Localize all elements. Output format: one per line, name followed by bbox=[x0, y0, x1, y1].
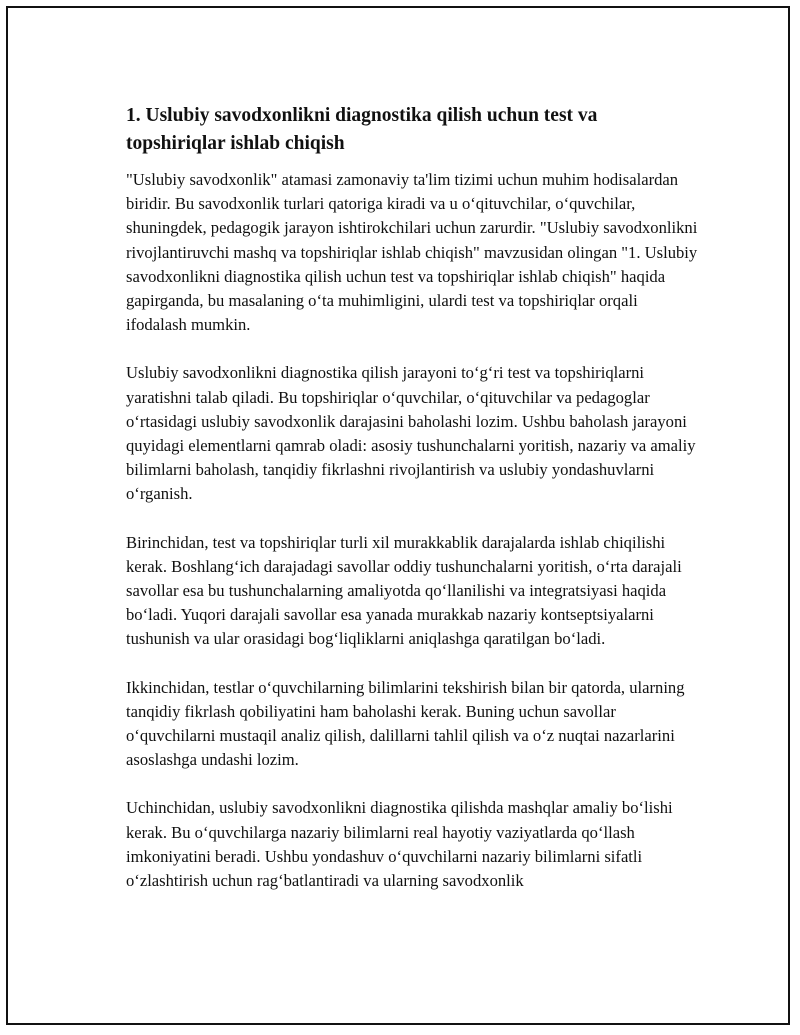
paragraph-3: Birinchidan, test va topshiriqlar turli xil murakkablik darajalarda ishlab chiqilishi kerak. Boshlang‘ich darajadagi savollar oddiy tushunchalarni yoritish, o‘rta darajali savollar esa bu tushunchalarning amaliyotda qo‘llanilishi va integratsiyasi haqida bo‘ladi. Yuqori darajali savollar esa yanada murakkab nazariy kontseptsiyalarni tushunish va ular orasidagi bog‘liqliklarni aniqlashga qaratilgan bo‘ladi. bbox=[126, 532, 682, 649]
page-frame bbox=[6, 6, 790, 1025]
section-heading: 1. Uslubiy savodxonlikni diagnostika qilish uchun test va topshiriqlar ishlab chiqish bbox=[126, 105, 598, 154]
document-body bbox=[126, 102, 698, 917]
paragraph-2: Uslubiy savodxonlikni diagnostika qilish jarayoni to‘g‘ri test va topshiriqlarni yaratishni talab qiladi. Bu topshiriqlar o‘quvchilar, o‘qituvchilar va pedagoglar o‘rtasidagi uslubiy savodxonlik darajasini baholashi lozim. Ushbu baholash jarayoni quyidagi elementlarni qamrab oladi: asosiy tushunchalarni yoritish, nazariy va amaliy bilimlarni baholash, tanqidiy fikrlashni rivojlantirish va uslubiy yondashuvlarni o‘rganish. bbox=[126, 363, 696, 504]
paragraph-5: Uchinchidan, uslubiy savodxonlikni diagnostika qilishda mashqlar amaliy bo‘lishi kerak. Bu o‘quvchilarga nazariy bilimlarni real hayotiy vaziyatlarda qo‘llash imkoniyatini beradi. Ushbu yondashuv o‘quvchilarni nazariy bilimlarni sifatli o‘zlashtirish uchun rag‘batlantiradi va ularning savodxonlik bbox=[126, 798, 673, 891]
paragraph-4: Ikkinchidan, testlar o‘quvchilarning bilimlarini tekshirish bilan bir qatorda, ularning tanqidiy fikrlash qobiliyatini ham baholashi kerak. Buning uchun savollar o‘quvchilarni mustaqil analiz qilish, dalillarni tahlil qilish va o‘z nuqtai nazarlarini asoslashga undashi lozim. bbox=[126, 677, 685, 770]
paragraph-1: "Uslubiy savodxonlik" atamasi zamonaviy ta'lim tizimi uchun muhim hodisalardan biridir. Bu savodxonlik turlari qatoriga kiradi va u o‘qituvchilar, o‘quvchilar, shuningdek, pedagogik jarayon ishtirokchilari uchun zarurdir. "Uslubiy savodxonlikni rivojlantiruvchi mashq va topshiriqlar ishlab chiqish" mavzusidan olingan "1. Uslubiy savodxonlikni diagnostika qilish uchun test va topshiriqlar ishlab chiqish" haqida gapirganda, bu masalaning o‘ta muhimligini, ulardi test va topshiriqlar orqali ifodalash mumkin. bbox=[126, 170, 698, 335]
